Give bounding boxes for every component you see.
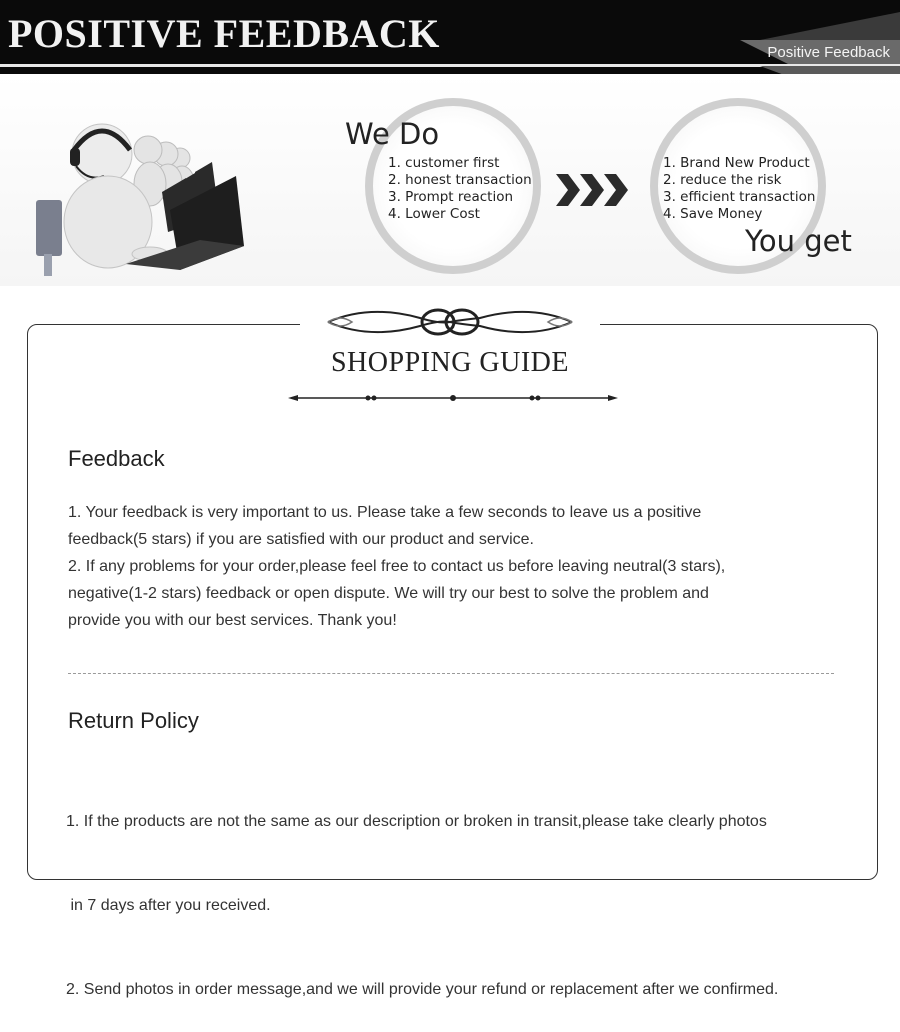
- you-get-item: 2. reduce the risk: [663, 172, 782, 188]
- banner-subtitle: Positive Feedback: [767, 44, 890, 61]
- return-policy-heading: Return Policy: [68, 708, 199, 733]
- return-policy-line: in 7 days after you received.: [66, 897, 271, 914]
- service-hero: [0, 74, 900, 286]
- we-do-item: 2. honest transaction: [388, 172, 532, 188]
- shopping-guide-title: SHOPPING GUIDE: [330, 347, 569, 378]
- feedback-line: negative(1-2 stars) feedback or open dispute. We will try our best to solve the problem and: [68, 585, 709, 602]
- you-get-list: [663, 155, 815, 223]
- feedback-text: [68, 499, 725, 634]
- we-do-title: We Do: [345, 117, 440, 151]
- you-get-item: 3. efficient transaction: [663, 189, 816, 205]
- return-policy-line: 1. If the products are not the same as our description or broken in transit,please take clearly photos: [66, 813, 767, 830]
- return-policy-text: [66, 752, 778, 1032]
- feedback-line: 1. Your feedback is very important to us. Please take a few seconds to leave us a positive: [68, 504, 702, 521]
- flourish-ornament-icon: [300, 300, 600, 344]
- feedback-heading: Feedback: [68, 446, 165, 471]
- support-agents-illustration: [30, 114, 265, 282]
- title-divider-ornament-icon: [288, 390, 618, 406]
- we-do-list: [388, 155, 532, 223]
- feedback-line: feedback(5 stars) if you are satisfied with our product and service.: [68, 531, 534, 548]
- section-divider: [68, 673, 834, 674]
- we-do-item: 3. Prompt reaction: [388, 189, 514, 205]
- triple-chevron-arrow-icon: [556, 174, 632, 206]
- you-get-title: You get: [745, 224, 852, 258]
- you-get-item: 4. Save Money: [663, 206, 763, 222]
- you-get-item: 1. Brand New Product: [663, 155, 810, 171]
- we-do-item: 1. customer first: [388, 155, 500, 171]
- header-banner: [0, 0, 900, 74]
- we-do-item: 4. Lower Cost: [388, 206, 480, 222]
- feedback-line: provide you with our best services. Thank you!: [68, 612, 397, 629]
- return-policy-line: 2. Send photos in order message,and we will provide your refund or replacement after we confirmed.: [66, 981, 779, 998]
- banner-title: POSITIVE FEEDBACK: [8, 11, 440, 56]
- feedback-line: 2. If any problems for your order,please feel free to contact us before leaving neutral(3 stars),: [68, 558, 726, 575]
